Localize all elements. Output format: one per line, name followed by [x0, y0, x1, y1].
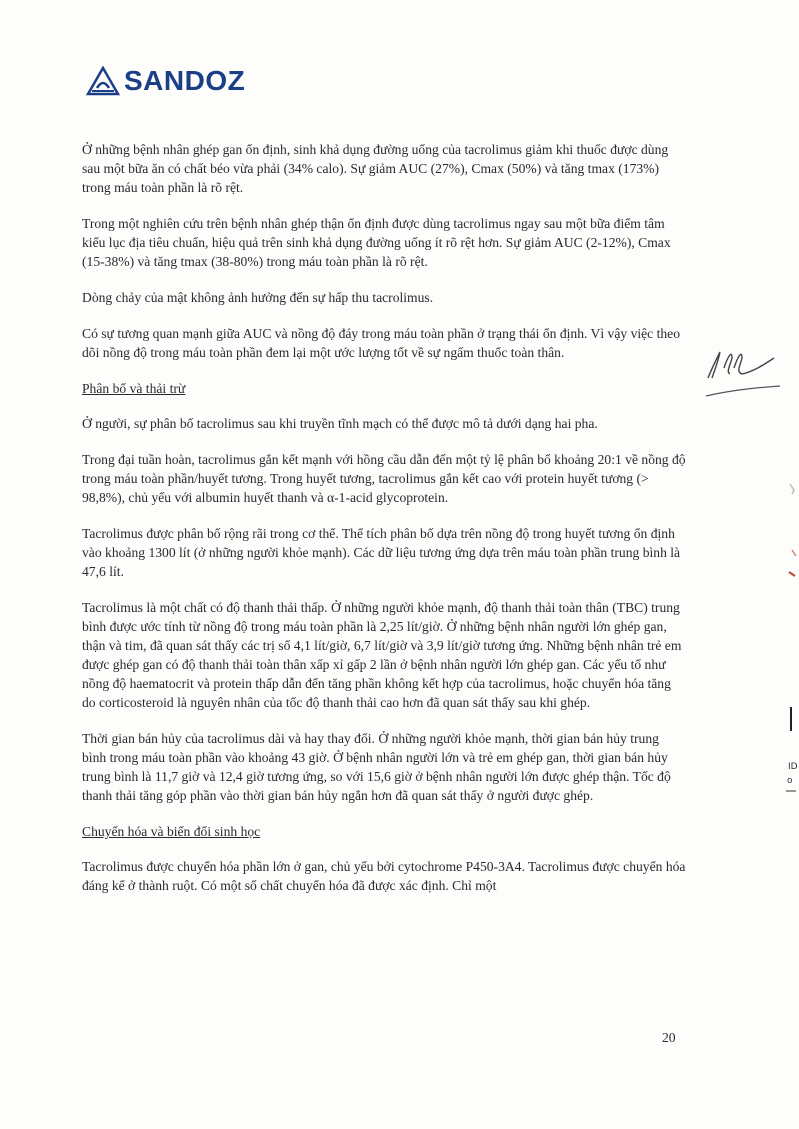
brand-name: SANDOZ	[124, 65, 246, 96]
paragraph: Trong một nghiên cứu trên bệnh nhân ghép thận ổn định được dùng tacrolimus ngay sau một bữa điểm tâm kiểu lục địa tiêu chuẩn, hiệu quả trên sinh khả dụng đường uống ít rõ rệt hơn. Sự giảm AUC (2-12%), Cmax (15-38%) và tăng tmax (38-80%) trong máu toàn phần là rõ rệt.	[82, 216, 671, 269]
sandoz-triangle-icon	[86, 66, 120, 96]
page-number: 20	[662, 1030, 676, 1045]
svg-text:ID: ID	[788, 762, 798, 772]
paragraph: Dòng chảy của mật không ảnh hưởng đến sự hấp thu tacrolimus.	[82, 290, 434, 305]
paragraph: Tacrolimus được phân bố rộng rãi trong cơ thể. Thể tích phân bố dựa trên nồng độ trong huyết tương ổn định vào khoảng 1300 lít (ở những người khỏe mạnh). Các dữ liệu tương ứng dựa trên máu toàn phần trung bình là 47,6 lít.	[82, 526, 681, 579]
document-body	[82, 140, 686, 912]
paragraph: Có sự tương quan mạnh giữa AUC và nồng độ đáy trong máu toàn phần ở trạng thái ổn định. Vì vậy việc theo dõi nồng độ trong máu toàn phần đem lại một ước lượng tốt về sự ngấm thuốc toàn thân.	[82, 326, 681, 360]
margin-stain	[786, 480, 798, 580]
sandoz-logo	[86, 64, 245, 98]
paragraph: Thời gian bán hủy của tacrolimus dài và hay thay đổi. Ở những người khỏe mạnh, thời gian bán hủy trung bình trong máu toàn phần vào khoảng 43 giờ. Ở bệnh nhân người lớn và trẻ em ghép gan, thời gian bán hủy trung bình là 11,7 giờ và 12,4 giờ tương ứng, so với 15,6 giờ ở bệnh nhân người lớn được ghép thận. Tốc độ thanh thải tăng góp phần vào thời gian bán hủy ngắn hơn đã quan sát thấy ở người được ghép.	[82, 731, 671, 803]
paragraph: Ở người, sự phân bố tacrolimus sau khi truyền tĩnh mạch có thể được mô tả dưới dạng hai pha.	[82, 416, 598, 431]
paragraph: Trong đại tuần hoàn, tacrolimus gắn kết mạnh với hồng cầu dẫn đến một tỷ lệ phân bố khoảng 20:1 về nồng độ trong máu toàn phần/huyết tương. Trong huyết tương, tacrolimus gắn kết cao với protein huyết tương (> 98,8%), chủ yếu với albumin huyết thanh và α-1-acid glycoprotein.	[82, 452, 686, 505]
svg-text:o: o	[787, 776, 793, 786]
handwritten-initials-signature	[702, 338, 782, 408]
paragraph: Ở những bệnh nhân ghép gan ổn định, sinh khả dụng đường uống của tacrolimus giảm khi thuốc được dùng sau một bữa ăn có chất béo vừa phải (34% calo). Sự giảm AUC (27%), Cmax (50%) và tăng tmax (173%) trong máu toàn phần là rõ rệt.	[82, 142, 669, 195]
paragraph: Tacrolimus là một chất có độ thanh thải thấp. Ở những người khỏe mạnh, độ thanh thải toàn thân (TBC) trung bình được ước tính từ nồng độ trong máu toàn phần là 2,25 lít/giờ. Ở những bệnh nhân người lớn ghép gan, thận và tim, đã quan sát thấy các trị số 4,1 lít/giờ, 6,7 lít/giờ và 3,9 lít/giờ tương ứng. Những bệnh nhân trẻ em được ghép gan có độ thanh thải toàn thân xấp xỉ gấp 2 lần ở bệnh nhân người lớn ghép gan. Các yếu tố như nồng độ haematocrit và protein thấp dẫn đến tăng phần không kết hợp của tacrolimus, hoặc chuyển hóa tăng do corticosteroid là nguyên nhân của tốc độ thanh thải cao hơn đã quan sát thấy sau khi ghép.	[82, 600, 682, 710]
paragraph: Tacrolimus được chuyển hóa phần lớn ở gan, chủ yếu bởi cytochrome P450-3A4. Tacrolimus được chuyển hóa đáng kể ở thành ruột. Có một số chất chuyển hóa đã được xác định. Chỉ một	[82, 859, 686, 893]
margin-stamp-fragment	[784, 705, 798, 815]
section-heading-metabolism: Chuyển hóa và biến đổi sinh học	[82, 824, 261, 839]
section-heading-distribution: Phân bố và thải trừ	[82, 381, 186, 396]
